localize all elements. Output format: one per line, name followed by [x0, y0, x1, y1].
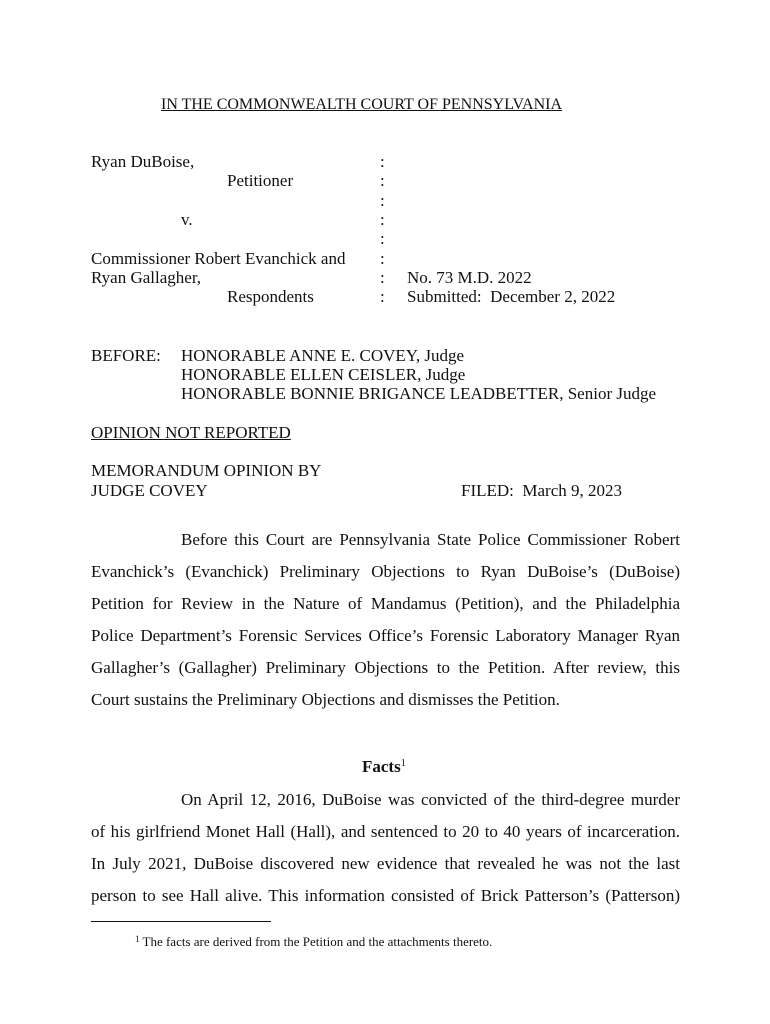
- paragraph-line: Before this Court are Pennsylvania State Police Commissioner Robert: [181, 530, 680, 549]
- respondent-role: Respondents: [227, 287, 314, 306]
- case-number: No. 73 M.D. 2022: [407, 268, 532, 287]
- paragraph-line: On April 12, 2016, DuBoise was convicted of the third-degree murder: [181, 790, 680, 809]
- facts-heading-text: Facts: [362, 757, 401, 776]
- footnote-text: The facts are derived from the Petition and the attachments thereto.: [142, 934, 493, 949]
- footnote-number: 1: [135, 934, 140, 944]
- filed-date: FILED: March 9, 2023: [461, 481, 623, 500]
- memorandum-line1: MEMORANDUM OPINION BY: [91, 461, 322, 480]
- judge-name: HONORABLE BONNIE BRIGANCE LEADBETTER, Senior Judge: [181, 384, 657, 403]
- paragraph-line: Petition for Review in the Nature of Mandamus (Petition), and the Philadelphia: [91, 594, 680, 613]
- opinion-status: OPINION NOT REPORTED: [91, 423, 291, 442]
- footnote-reference[interactable]: 1: [400, 758, 406, 769]
- before-label: BEFORE:: [91, 346, 161, 365]
- paragraph-line: Evanchick’s (Evanchick) Preliminary Objections to Ryan DuBoise’s (DuBoise): [91, 562, 680, 581]
- footnote: [135, 934, 492, 950]
- respondent-line1: Commissioner Robert Evanchick and: [91, 249, 346, 268]
- paragraph-line: person to see Hall alive. This information consisted of Brick Patterson’s (Patterson): [91, 886, 680, 905]
- paragraph-line: of his girlfriend Monet Hall (Hall), and sentenced to 20 to 40 years of incarceration.: [91, 822, 680, 841]
- opinion-paragraph-2: [91, 784, 680, 912]
- caption-separator: :: [380, 152, 385, 171]
- caption-separator: :: [380, 249, 385, 268]
- paragraph-line: Court sustains the Preliminary Objections and dismisses the Petition.: [91, 690, 560, 709]
- caption-separator: :: [380, 268, 385, 287]
- judge-name: HONORABLE ELLEN CEISLER, Judge: [181, 365, 466, 384]
- respondent-line2: Ryan Gallagher,: [91, 268, 202, 287]
- submitted-date: Submitted: December 2, 2022: [407, 287, 616, 306]
- memorandum-line2: JUDGE COVEY: [91, 481, 208, 500]
- court-title: IN THE COMMONWEALTH COURT OF PENNSYLVANIA: [161, 96, 562, 113]
- facts-heading: [362, 758, 406, 775]
- paragraph-line: Gallagher’s (Gallagher) Preliminary Objections to the Petition. After review, this: [91, 658, 680, 677]
- paragraph-line: In July 2021, DuBoise discovered new evidence that revealed he was not the last: [91, 854, 680, 873]
- caption-separator: :: [380, 191, 385, 210]
- caption-separator: :: [380, 287, 385, 306]
- footnote-divider: [91, 921, 271, 922]
- paragraph-line: Police Department’s Forensic Services Office’s Forensic Laboratory Manager Ryan: [91, 626, 680, 645]
- judge-name: HONORABLE ANNE E. COVEY, Judge: [181, 346, 465, 365]
- caption-separator: :: [380, 210, 385, 229]
- petitioner-name: Ryan DuBoise,: [91, 152, 195, 171]
- versus: v.: [181, 210, 193, 229]
- opinion-paragraph-1: [91, 524, 680, 716]
- caption-separator: :: [380, 171, 385, 190]
- caption-separator: :: [380, 229, 385, 248]
- petitioner-role: Petitioner: [227, 171, 294, 190]
